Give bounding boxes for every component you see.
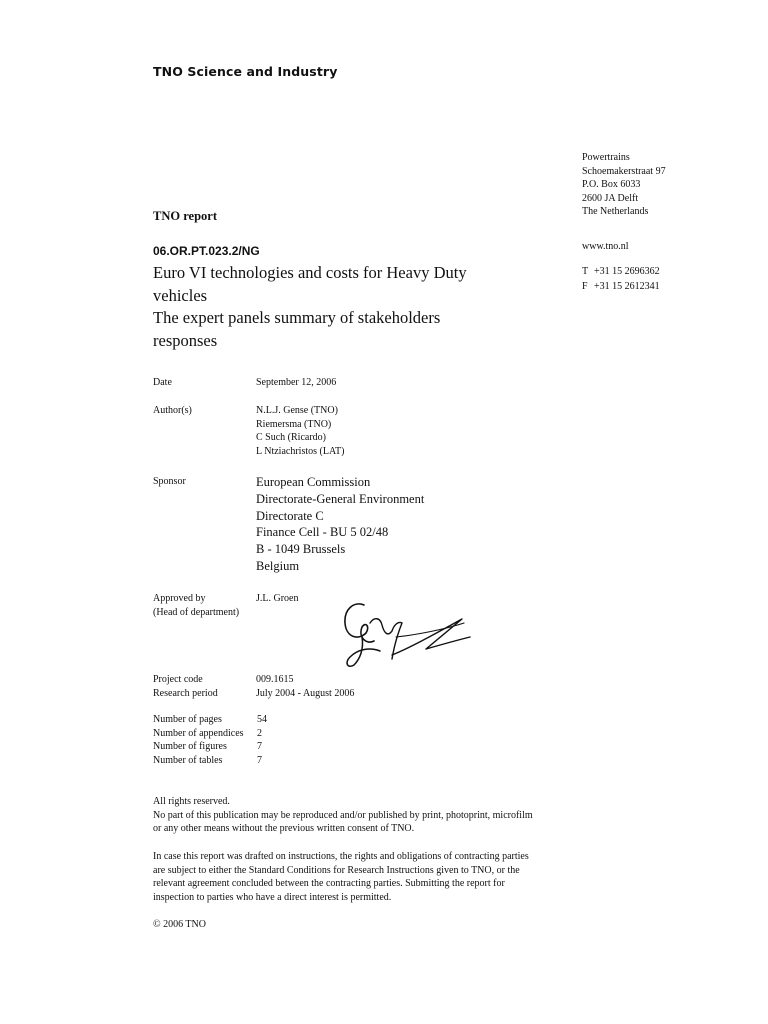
signature-image bbox=[336, 597, 476, 672]
website-link[interactable]: www.tno.nl bbox=[582, 241, 629, 252]
approved-label-block bbox=[153, 592, 239, 619]
sponsor-address bbox=[256, 474, 424, 575]
address-line: Powertrains bbox=[582, 152, 630, 163]
author-item: Riemersma (TNO) bbox=[256, 418, 332, 430]
appendices-label: Number of appendices bbox=[153, 727, 244, 739]
address-line: Schoemakerstraat 97 bbox=[582, 165, 666, 177]
instructions-line: relevant agreement concluded between the contracting parties. Submitting the report for bbox=[153, 878, 505, 890]
author-item: N.L.J. Gense (TNO) bbox=[256, 405, 338, 416]
pages-value: 54 bbox=[257, 714, 267, 725]
sponsor-line: Belgium bbox=[256, 558, 300, 573]
project-code-value: 009.1615 bbox=[256, 674, 294, 685]
project-values bbox=[256, 673, 354, 700]
sponsor-label: Sponsor bbox=[153, 476, 186, 487]
research-period-label: Research period bbox=[153, 687, 218, 699]
organization-name: TNO Science and Industry bbox=[153, 64, 338, 79]
report-title bbox=[153, 262, 573, 352]
copyright-notice: © 2006 TNO bbox=[153, 919, 206, 930]
instructions-line: In case this report was drafted on instructions, the rights and obligations of contracting parties bbox=[153, 851, 529, 862]
sponsor-line: Finance Cell - BU 5 02/48 bbox=[256, 525, 389, 540]
project-code-label: Project code bbox=[153, 674, 203, 685]
title-line: The expert panels summary of stakeholders bbox=[153, 308, 441, 327]
address-line: The Netherlands bbox=[582, 206, 649, 218]
approved-sub-label: (Head of department) bbox=[153, 606, 240, 618]
sponsor-line: B - 1049 Brussels bbox=[256, 542, 346, 557]
approved-label: Approved by bbox=[153, 593, 206, 604]
instructions-paragraph bbox=[153, 850, 593, 904]
fax-line bbox=[582, 279, 660, 294]
address-block bbox=[582, 151, 666, 219]
fax-label: F bbox=[582, 281, 588, 292]
research-period-value: July 2004 - August 2006 bbox=[256, 687, 355, 699]
project-labels bbox=[153, 673, 218, 700]
sponsor-line: European Commission bbox=[256, 475, 371, 489]
author-item: L Ntziachristos (LAT) bbox=[256, 445, 345, 457]
authors-label: Author(s) bbox=[153, 405, 192, 416]
rights-paragraph bbox=[153, 795, 593, 836]
sponsor-line: Directorate-General Environment bbox=[256, 491, 425, 506]
figures-label: Number of figures bbox=[153, 741, 227, 753]
address-line: 2600 JA Delft bbox=[582, 192, 639, 204]
tables-value: 7 bbox=[257, 754, 262, 766]
title-line: Euro VI technologies and costs for Heavy Duty bbox=[153, 263, 467, 282]
tables-label: Number of tables bbox=[153, 754, 223, 766]
sponsor-line: Directorate C bbox=[256, 508, 324, 523]
fax-number: +31 15 2612341 bbox=[594, 281, 660, 292]
date-label: Date bbox=[153, 377, 172, 388]
report-number: 06.OR.PT.023.2/NG bbox=[153, 244, 260, 258]
address-line: P.O. Box 6033 bbox=[582, 179, 641, 191]
approved-by-value: J.L. Groen bbox=[256, 593, 299, 604]
rights-line: or any other means without the previous written consent of TNO. bbox=[153, 823, 415, 835]
title-line: vehicles bbox=[153, 285, 208, 305]
figures-value: 7 bbox=[257, 741, 262, 753]
report-type: TNO report bbox=[153, 209, 217, 223]
author-item: C Such (Ricardo) bbox=[256, 432, 326, 443]
authors-list bbox=[256, 404, 345, 458]
rights-line: No part of this publication may be reproduced and/or published by print, photoprint, microfilm bbox=[153, 809, 533, 821]
title-line: responses bbox=[153, 330, 218, 350]
date-value: September 12, 2006 bbox=[256, 377, 337, 388]
counts-values bbox=[257, 713, 267, 767]
rights-line: All rights reserved. bbox=[153, 796, 230, 807]
instructions-line: inspection to parties who have a direct interest is permitted. bbox=[153, 891, 392, 903]
phone-line bbox=[582, 264, 660, 279]
phone-label: T bbox=[582, 266, 589, 277]
instructions-line: are subject to either the Standard Conditions for Research Instructions given to TNO, or the bbox=[153, 864, 520, 876]
phone-block bbox=[582, 264, 660, 294]
phone-number: +31 15 2696362 bbox=[594, 266, 660, 277]
pages-label: Number of pages bbox=[153, 714, 222, 725]
counts-labels bbox=[153, 713, 244, 767]
appendices-value: 2 bbox=[257, 727, 262, 739]
